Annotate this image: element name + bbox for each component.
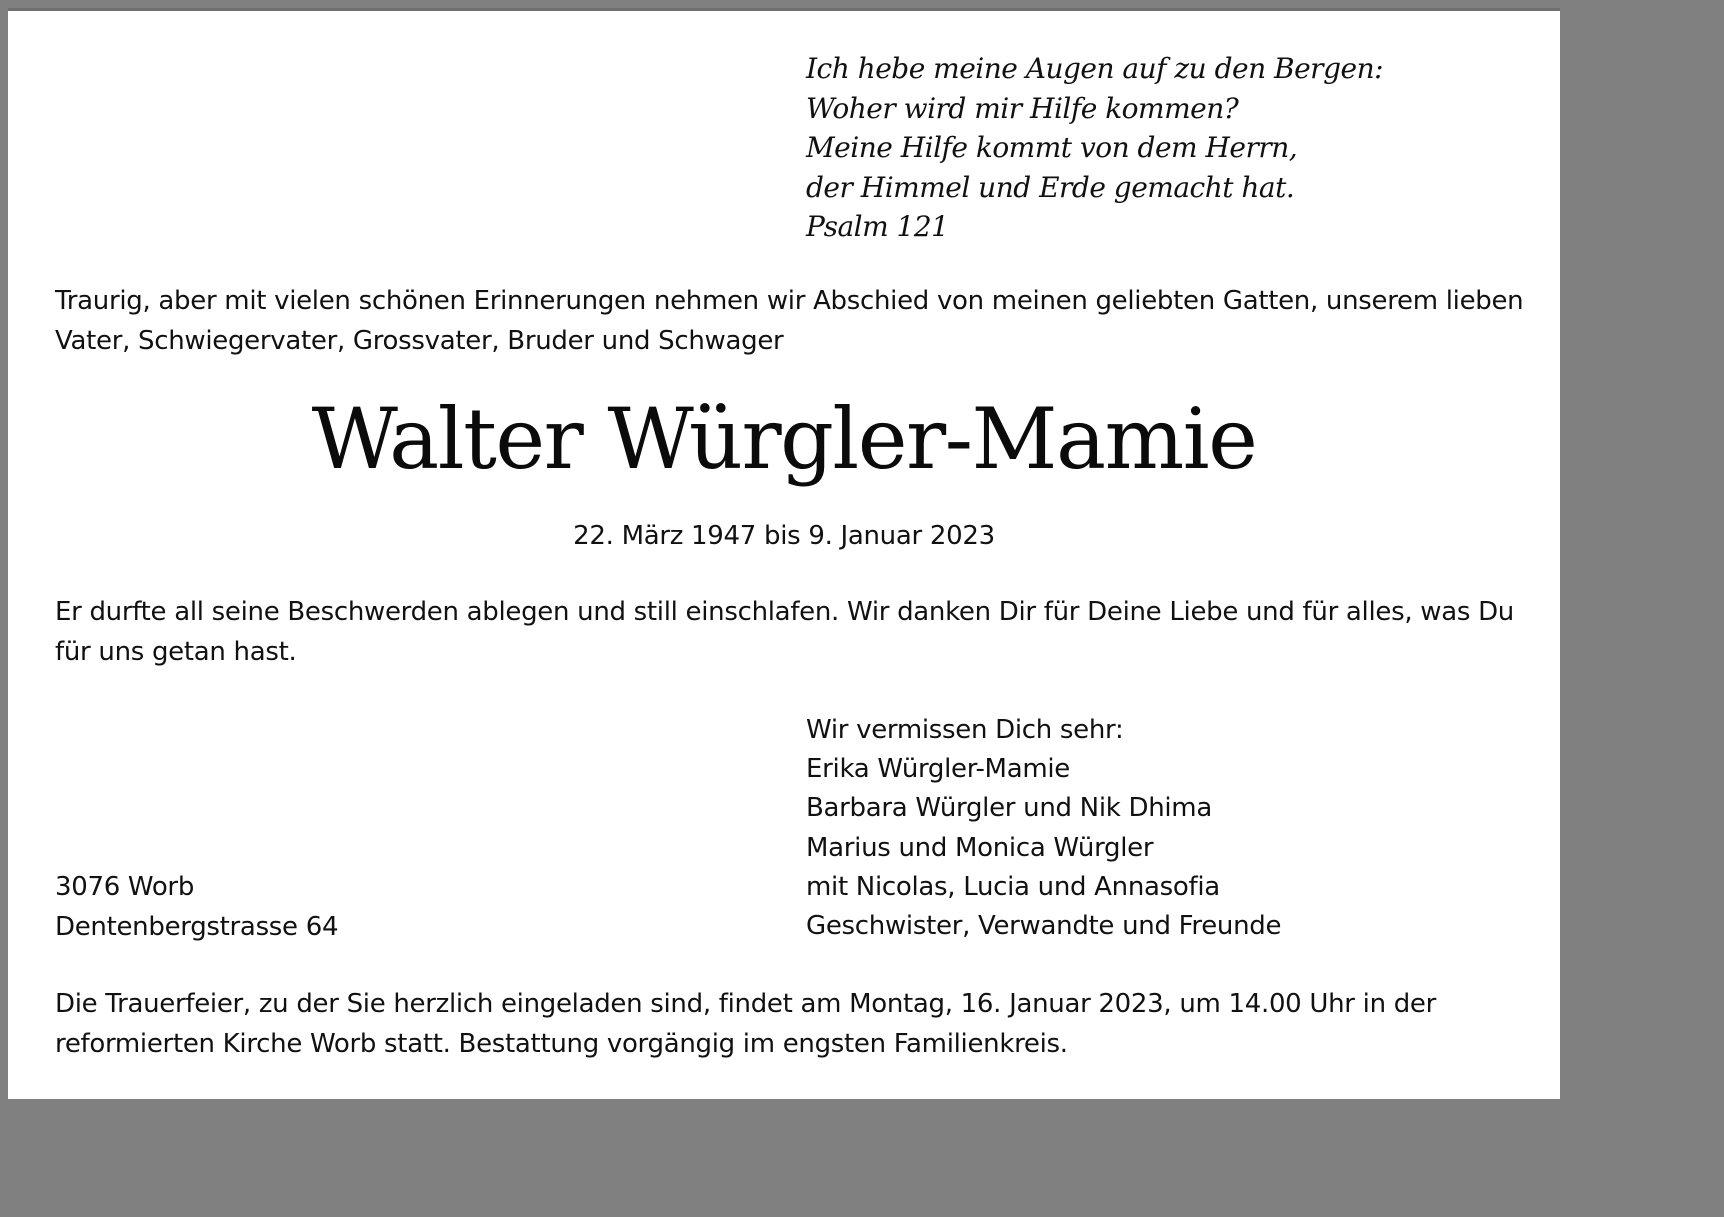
mourner-line: Marius und Monica Würgler [806, 832, 1154, 863]
mourner-line: Barbara Würgler und Nik Dhima [806, 793, 1212, 824]
deceased-name: Walter Würgler-Mamie [311, 390, 1257, 488]
mourners-heading: Wir vermissen Dich sehr: [806, 715, 1124, 745]
family-address [55, 868, 338, 947]
mourner-line: Erika Würgler-Mamie [806, 754, 1070, 785]
intro-paragraph: Traurig, aber mit vielen schönen Erinnerungen nehmen wir Abschied von meinen geliebten Gatten, unserem lieben Vater, Schwiegervater, Grossvater, Bruder und Schwager [55, 286, 1524, 356]
obituary-notice [8, 8, 1560, 1099]
psalm-reference: Psalm 121 [806, 210, 949, 243]
address-city: 3076 Worb [55, 872, 195, 902]
psalm-line: der Himmel und Erde gemacht hat. [806, 170, 1295, 204]
mourners-list [806, 711, 1281, 946]
psalm-line: Woher wird mir Hilfe kommen? [806, 91, 1239, 125]
address-street: Dentenbergstrasse 64 [55, 911, 339, 942]
psalm-quote [806, 49, 1383, 247]
mourner-line: Geschwister, Verwandte und Freunde [806, 911, 1282, 942]
funeral-service-paragraph: Die Trauerfeier, zu der Sie herzlich eingeladen sind, findet am Montag, 16. Januar 2023, um 14.00 Uhr in der reformierten Kirche Worb statt. Bestattung vorgängig im engsten Familienkreis. [55, 989, 1437, 1059]
psalm-line: Meine Hilfe kommt von dem Herrn, [806, 131, 1298, 164]
mourner-line: mit Nicolas, Lucia und Annasofia [806, 871, 1220, 902]
farewell-paragraph: Er durfte all seine Beschwerden ablegen und still einschlafen. Wir danken Dir für Deine Liebe und für alles, was Du für uns getan hast. [55, 597, 1514, 667]
life-dates: 22. März 1947 bis 9. Januar 2023 [573, 521, 995, 551]
psalm-line: Ich hebe meine Augen auf zu den Bergen: [806, 52, 1384, 85]
